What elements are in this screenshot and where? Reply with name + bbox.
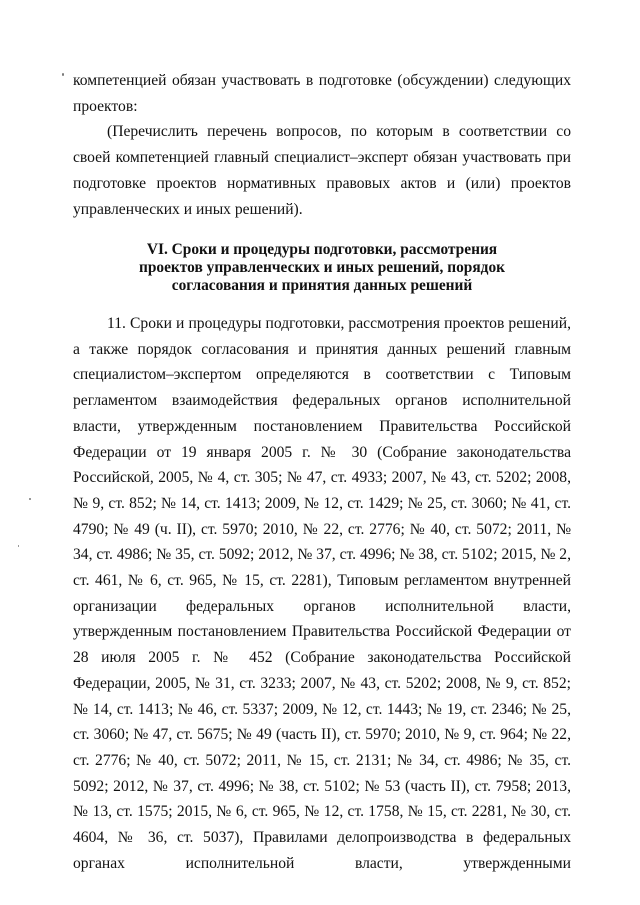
section-heading-line-1: VI. Сроки и процедуры подготовки, рассмотрения (146, 241, 498, 258)
scan-speck (29, 498, 31, 500)
scan-speck (18, 545, 19, 547)
duties-list-paragraph: (Перечислить перечень вопросов, по которым в соответствии со своей компетенцией главный специалист–эксперт обязан участвовать при подготовке проектов нормативных правовых актов и (или) проектов управленческих и иных решений). (73, 123, 571, 218)
intro-paragraph: компетенцией обязан участвовать в подготовке (обсуждении) следующих проектов: (73, 72, 571, 115)
paragraph-11: 11. Сроки и процедуры подготовки, рассмотрения проектов решений, а также порядок согласования и принятия данных решений главным специалистом–экспертом определяются в соответствии с Типовым регламентом взаимодействия федеральных органов исполнительной власти, утвержденным постановлением Правительства Российской Федерации от 19 января 2005 г. № 30 (Собрание законодательства Российской, 2005, № 4, ст. 305; № 47, ст. 4933; 2007, № 43, ст. 5202; 2008, № 9, ст. 852; № 14, ст. 1413; 2009, № 12, ст. 1429; № 25, ст. 3060; № 41, ст. 4790; № 49 (ч. II), ст. 5970; 2010, № 22, ст. 2776; № 40, ст. 5072; 2011, № 34, ст. 4986; № 35, ст. 5092; 2012, № 37, ст. 4996; № 38, ст. 5102; 2015, № 2, ст. 461, № 6, ст. 965, № 15, ст. 2281), Типовым регламентом внутренней организации федеральных органов исполнительной власти, утвержденным постановлением Правительства Российской Федерации от 28 июля 2005 г. № 452 (Собрание законодательства Российской Федерации, 2005, № 31, ст. 3233; 2007, № 43, ст. 5202; 2008, № 9, ст. 852; № 14, ст. 1413; № 46, ст. 5337; 2009, № 12, ст. 1443; № 19, ст. 2346; № 25, ст. 3060; № 47, ст. 5675; № 49 (часть II), ст. 5970; 2010, № 9, ст. 964; № 22, ст. 2776; № 40, ст. 5072; 2011, № 15, ст. 2131; № 34, ст. 4986; № 35, ст. 5092; 2012, № 37, ст. 4996; № 38, ст. 5102; № 53 (часть II), ст. 7958; 2013, № 13, ст. 1575; 2015, № 6, ст. 965, № 12, ст. 1758, № 15, ст. 2281, № 30, ст. 4604, № 36, ст. 5037), Правилами делопроизводства в федеральных органах исполнительной власти, утвержденными (73, 315, 571, 872)
section-heading (73, 241, 571, 295)
section-heading-line-3: согласования и принятия данных решений (171, 277, 473, 294)
section-heading-line-2: проектов управленческих и иных решений, порядок (138, 259, 506, 276)
scan-speck (62, 73, 64, 76)
